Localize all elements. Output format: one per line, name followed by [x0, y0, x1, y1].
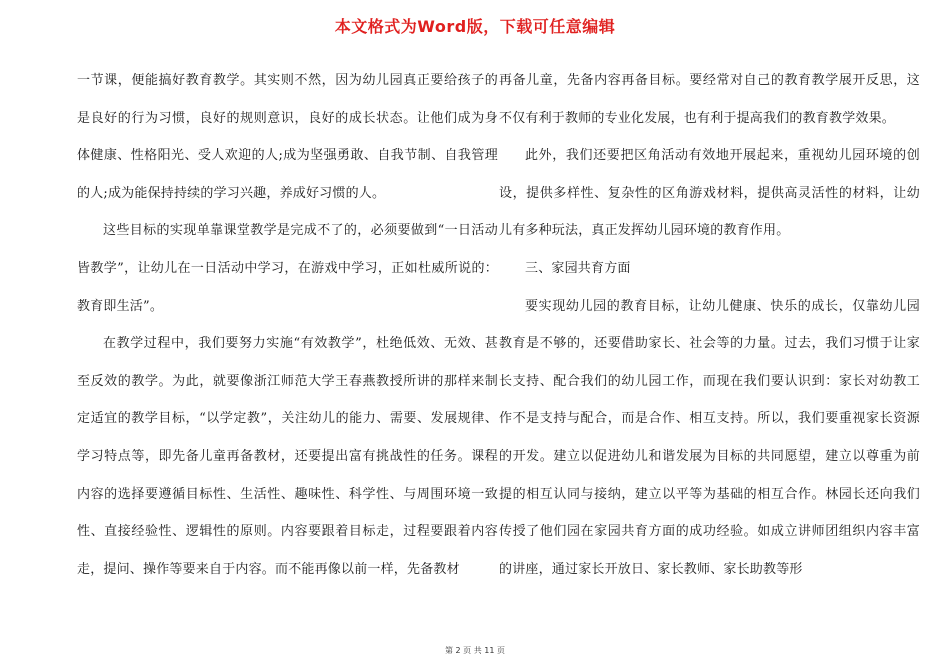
body-paragraph: 要实现幼儿园的教育目标，让幼儿健康、快乐的成长，仅靠幼儿园教育是不够的，还要借助家长、社会等的力量。过去，我们习惯于让家长支持、配合我们的幼儿园工作，而现在我们要认识到：家长对幼教工作不是支持与配合，而是合作、相互支持。所以，我们要重视家长资源的开发。建立以促进幼儿和谐发展为目标的共同愿望，建立以尊重为前提的相互认同与接纳，建立以平等为基础的相互合作。林园长还向我们传授了他们园在家园共育方面的成功经验。如成立讲师团组织内容丰富的讲座，通过家长开放日、家长教师、家长助教等形 [499, 298, 920, 577]
document-header-title: 本文格式为Word版，下载可任意编辑 [334, 17, 616, 36]
page-number-footer: 第 2 页 共 11 页 [445, 646, 505, 655]
right-text-column [499, 62, 920, 588]
body-paragraph: 一节课，便能搞好教育教学。其实则不然，因为幼儿园真正要给孩子的是良好的行为习惯，良好的规则意识，良好的成长状态。让他们成为身体健康、性格阳光、受人欢迎的人;成为坚强勇敢、自我节制、自我管理的人;成为能保持持续的学习兴趣，养成好习惯的人。 [77, 73, 498, 201]
body-paragraph: 再备儿童，先备内容再备目标。要经常对自己的教育教学展开反思，这不仅有利于教师的专业化发展，也有利于提高我们的教育教学效果。 [499, 73, 920, 126]
left-text-column [77, 62, 498, 588]
body-paragraph: 这些目标的实现单靠课堂教学是完成不了的，必须要做到“一日活动皆教学”，让幼儿在一日活动中学习，在游戏中学习，正如杜威所说的：教育即生活”。 [77, 223, 498, 314]
body-paragraph: 在教学过程中，我们要努力实施“有效教学”，杜绝低效、无效、甚至反效的教学。为此，就要像浙江师范大学王春燕教授所讲的那样来制定适宜的教学目标，“以学定教”，关注幼儿的能力、需要、发展规律、学习特点等，即先备儿童再备教材，还要提出富有挑战性的任务。课程内容的选择要遵循目标性、生活性、趣味性、科学性、与周围环境一致性、直接经验性、逻辑性的原则。内容要跟着目标走，过程要跟着内容走，提问、操作等要来自于内容。而不能再像以前一样，先备教材 [77, 336, 498, 577]
section-heading: 三、家园共育方面 [525, 260, 631, 276]
body-paragraph: 此外，我们还要把区角活动有效地开展起来，重视幼儿园环境的创设，提供多样性、复杂性的区角游戏材料，提供高灵活性的材料，让幼儿有多种玩法，真正发挥幼儿园环境的教育作用。 [499, 148, 920, 239]
